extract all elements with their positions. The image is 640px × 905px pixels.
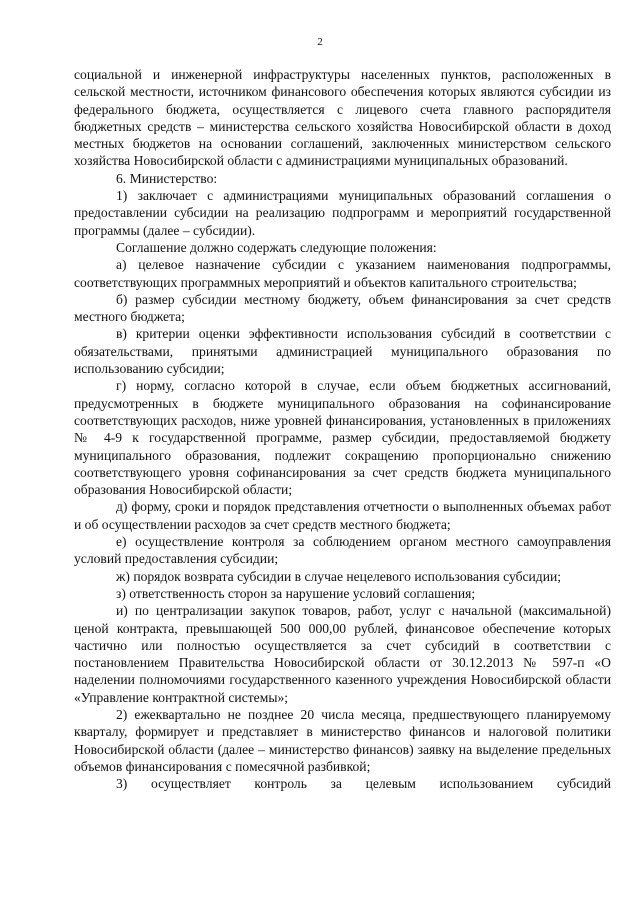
subitem-zh: ж) порядок возврата субсидии в случае нецелевого использования субсидии; — [116, 568, 562, 584]
subitem-b: б) размер субсидии местному бюджету, объем финансирования за счет средств местного бюджета; — [74, 291, 611, 325]
subitem-v: в) критерии оценки эффективности использования субсидий в соответствии с обязательствами, принятыми администрацией муниципального образования по использованию субсидии; — [74, 326, 611, 377]
document-body — [74, 66, 611, 792]
subitem-i: и) по централизации закупок товаров, работ, услуг с начальной (максимальной) ценой контракта, превышающей 500 000,00 рублей, финансовое обеспечение которых частично или полностью осуществляется за счет субсидий в соответствии с постановлением Правительства Новосибирской области от 30.12.2013 № 597-п «О наделении полномочиями государственного казенного учреждения Новосибирской области «Управление контрактной системы»; — [74, 603, 611, 705]
subitem-z: з) ответственность сторон за нарушение условий соглашения; — [116, 585, 476, 601]
paragraph-continuation: социальной и инженерной инфраструктуры населенных пунктов, расположенных в сельской местности, источником финансового обеспечения которых являются субсидии из федерального бюджета, осуществляется с лицевого счета главного распорядителя бюджетных средств – министерства сельского хозяйства Новосибирской области в доход местных бюджетов на основании соглашений, заключенных министерством сельского хозяйства Новосибирской области с администрациями муниципальных образований. — [74, 67, 611, 169]
subitem-a: а) целевое назначение субсидии с указанием наименования подпрограммы, соответствующих программных мероприятий и объектов капитального строительства; — [74, 257, 611, 290]
subitem-g: г) норму, согласно которой в случае, если объем бюджетных ассигнований, предусмотренных в бюджете муниципального образования на софинансирование соответствующих расходов, ниже уровней финансирования, установленных в приложениях № 4-9 к государственной программе, размер субсидии, предоставляемой бюджету муниципального образования, подлежит сокращению пропорционально снижению соответствующего уровня софинансирования за счет средств бюджета муниципального образования Новосибирской области; — [74, 378, 611, 498]
item-2: 2) ежеквартально не позднее 20 числа месяца, предшествующего планируемому кварталу, формирует и представляет в министерство финансов и налоговой политики Новосибирской области (далее – министерство финансов) заявку на выделение предельных объемов финансирования с помесячной разбивкой; — [74, 706, 611, 774]
subitem-d: д) форму, сроки и порядок представления отчетности о выполненных объемах работ и об осуществлении расходов за счет средств местного бюджета; — [74, 499, 611, 532]
page-number: 2 — [317, 36, 323, 48]
item-1: 1) заключает с администрациями муниципальных образований соглашения о предоставлении субсидии на реализацию подпрограмм и мероприятий государственной программы (далее – субсидии). — [74, 188, 611, 238]
agreement-intro: Соглашение должно содержать следующие положения: — [116, 239, 437, 255]
subitem-e: е) осуществление контроля за соблюдением органом местного самоуправления условий предоставления субсидии; — [74, 534, 611, 567]
section-6-heading: 6. Министерство: — [116, 170, 218, 186]
item-3: 3) осуществляет контроль за целевым использованием субсидий — [116, 776, 611, 792]
